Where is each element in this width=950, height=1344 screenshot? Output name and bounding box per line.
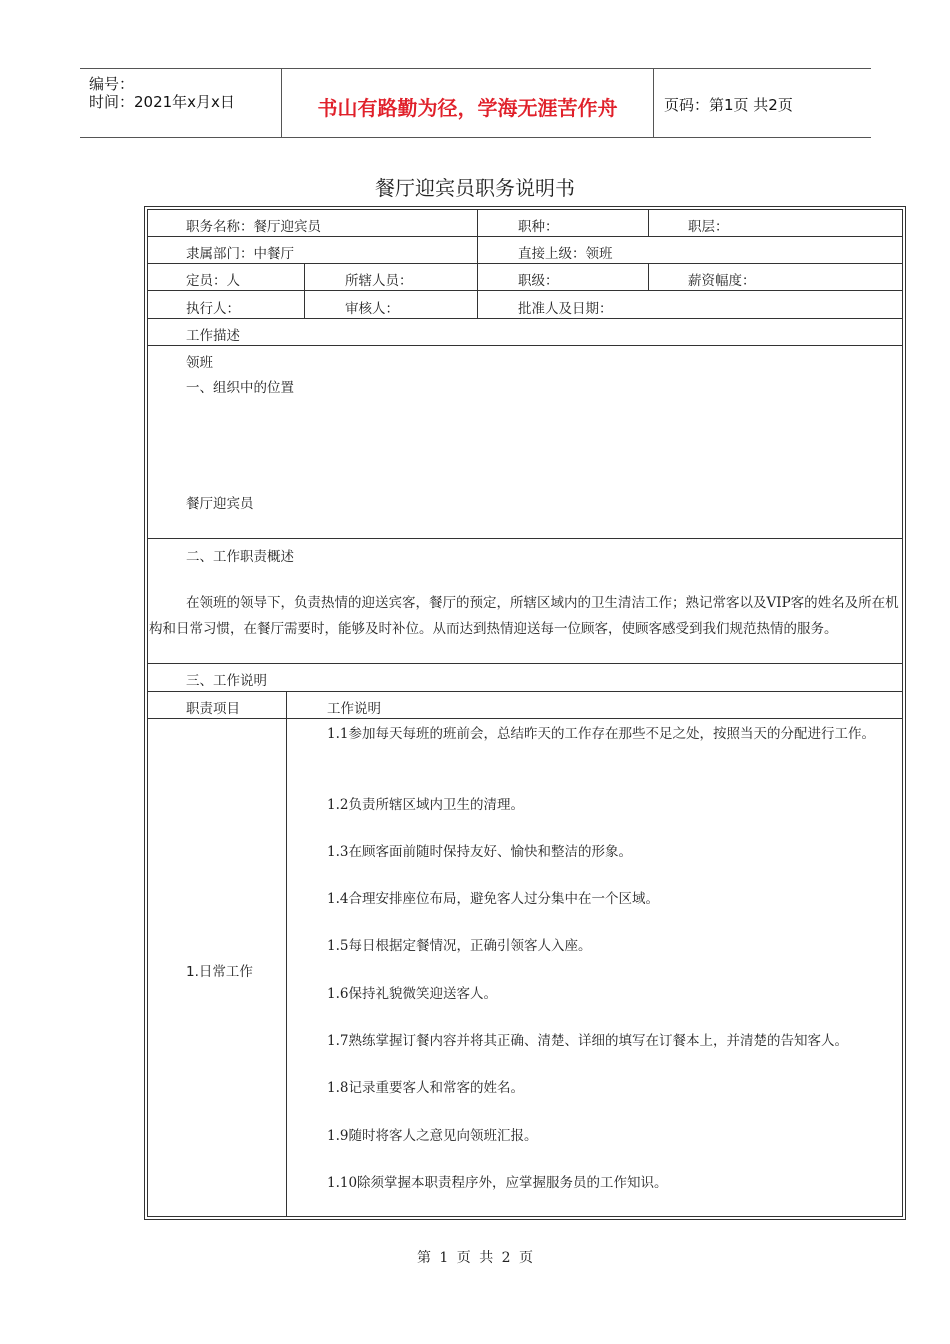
column-divider [286, 691, 287, 1217]
overview-paragraph: 在领班的领导下，负责热情的迎送宾客，餐厅的预定，所辖区域内的卫生清洁工作；熟记常客以及VIP客的姓名及所在机构和日常习惯，在餐厅需要时，能够及时补位。从而达到热情迎送每一位顾客，使顾客感受到我们规范热情的服务。 [149, 595, 899, 637]
code-label: 编号： [89, 75, 135, 93]
duty-item: 1.2负责所辖区域内卫生的清理。 [327, 797, 524, 813]
duty-category: 1.日常工作 [186, 964, 253, 980]
column-divider [648, 209, 649, 236]
row-divider [147, 290, 903, 291]
document-header [80, 68, 871, 138]
org-chart-top-node: 领班 [186, 355, 213, 371]
superior-field: 直接上级：领班 [518, 246, 613, 262]
duty-item: 1.3在顾客面前随时保持友好、愉快和整洁的形象。 [327, 844, 632, 860]
duty-item: 1.8记录重要客人和常客的姓名。 [327, 1080, 524, 1096]
date-line: 时间：2021年x月x日 [89, 93, 235, 111]
row-divider [147, 691, 903, 692]
column-divider [477, 209, 478, 318]
row-divider [147, 263, 903, 264]
duty-item: 1.5每日根据定餐情况，正确引领客人入座。 [327, 938, 592, 954]
executor-field: 执行人： [186, 301, 240, 317]
column-divider [648, 263, 649, 290]
duty-item: 1.4合理安排座位布局，避免客人过分集中在一个区域。 [327, 891, 659, 907]
org-chart-bottom-node: 餐厅迎宾员 [186, 496, 254, 512]
job-layer-field: 职层： [688, 219, 729, 235]
job-name-field: 职务名称：餐厅迎宾员 [186, 219, 321, 235]
duty-item: 1.10除须掌握本职责程序外，应掌握服务员的工作知识。 [327, 1175, 668, 1191]
row-divider [147, 345, 903, 346]
subordinates-field: 所辖人员： [345, 273, 413, 289]
work-description-heading: 工作描述 [186, 328, 240, 344]
org-position-heading: 一、组织中的位置 [186, 380, 294, 396]
grade-field: 职级： [518, 273, 559, 289]
department-field: 隶属部门：中餐厅 [186, 246, 294, 262]
duty-item: 1.1参加每天每班的班前会，总结昨天的工作存在那些不足之处，按照当天的分配进行工作。 [327, 726, 875, 742]
page-info: 页码：第1页 共2页 [664, 96, 793, 114]
job-table [147, 209, 903, 1217]
work-explain-heading: 三、工作说明 [186, 673, 267, 689]
row-divider [147, 318, 903, 319]
duty-item: 1.9随时将客人之意见向领班汇报。 [327, 1128, 538, 1144]
salary-range-field: 薪资幅度： [688, 273, 756, 289]
row-divider [147, 663, 903, 664]
reviewer-field: 审核人： [345, 301, 399, 317]
document-title: 餐厅迎宾员职务说明书 [375, 176, 575, 200]
job-type-field: 职种： [518, 219, 559, 235]
header-page-cell [654, 69, 870, 137]
row-divider [147, 718, 903, 719]
row-divider [147, 538, 903, 539]
row-divider [147, 236, 903, 237]
page-footer: 第 1 页 共 2 页 [416, 1250, 534, 1266]
header-motto-cell [282, 69, 654, 137]
column-header-description: 工作说明 [327, 701, 381, 717]
column-header-item: 职责项目 [186, 701, 240, 717]
duty-item: 1.7熟练掌握订餐内容并将其正确、清楚、详细的填写在订餐本上，并清楚的告知客人。 [327, 1033, 848, 1049]
headcount-field: 定员：人 [186, 273, 240, 289]
header-left-cell [80, 69, 282, 137]
column-divider [304, 263, 305, 318]
overview-heading: 二、工作职责概述 [186, 549, 294, 565]
duty-item: 1.6保持礼貌微笑迎送客人。 [327, 986, 497, 1002]
motto-text: 书山有路勤为径，学海无涯苦作舟 [317, 96, 618, 120]
approver-field: 批准人及日期： [518, 301, 613, 317]
